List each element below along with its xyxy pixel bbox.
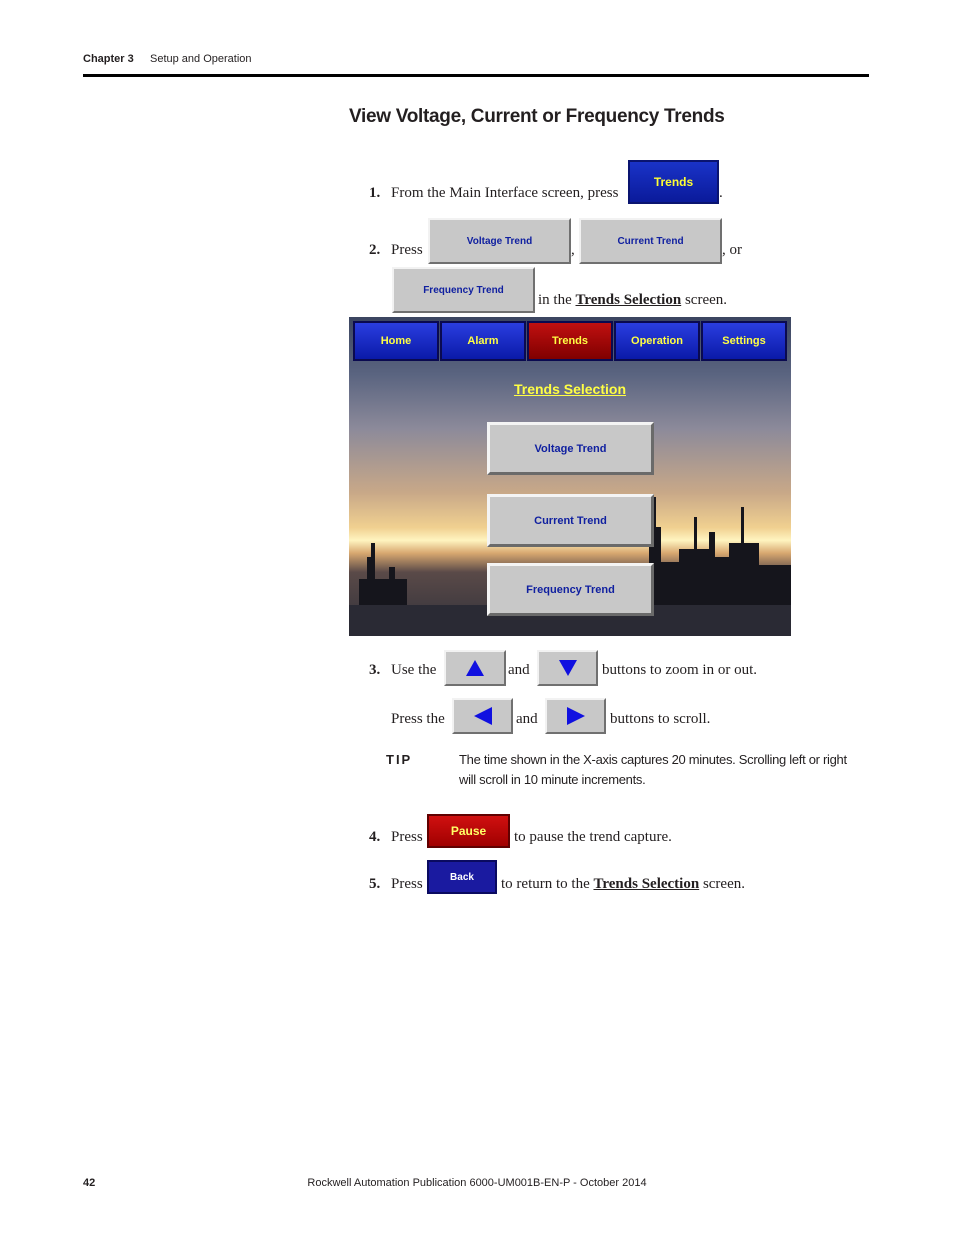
step-1-text: From the Main Interface screen, press <box>391 185 619 201</box>
step-5-text: to return to the <box>501 876 590 892</box>
trends-selection-link-2: Trends Selection <box>593 876 700 892</box>
scroll-left-arrow-icon <box>452 698 513 734</box>
page-title: View Voltage, Current or Frequency Trends <box>349 106 725 127</box>
nav-settings: Settings <box>701 321 787 361</box>
screenshot-frequency-trend-button: Frequency Trend <box>487 563 654 616</box>
chapter-label: Chapter 3 <box>83 53 134 65</box>
step-3-zoom-text: buttons to zoom in or out. <box>602 662 757 678</box>
trends-selection-screenshot <box>349 317 791 636</box>
step-5-tail <box>501 876 745 893</box>
nav-alarm: Alarm <box>440 321 526 361</box>
tip-text: The time shown in the X-axis captures 20 minutes. Scrolling left or right will scroll in 10 minute increments. <box>459 752 847 787</box>
voltage-trend-button-image: Voltage Trend <box>428 218 571 264</box>
step-3-and-2: and <box>516 711 538 727</box>
step-4-number: 4. <box>369 829 381 845</box>
publication-info: Rockwell Automation Publication 6000-UM001B-EN-P - October 2014 <box>307 1177 647 1189</box>
step-3-scroll-text: buttons to scroll. <box>610 711 711 727</box>
screenshot-current-trend-button: Current Trend <box>487 494 654 547</box>
pause-button-image: Pause <box>427 814 510 848</box>
step-2-number: 2. <box>369 242 381 258</box>
step-1-number: 1. <box>369 185 381 201</box>
step-2-or: , or <box>722 242 742 258</box>
screenshot-title: Trends Selection <box>513 381 627 397</box>
step-4-text: to pause the trend capture. <box>514 829 672 845</box>
section-label: Setup and Operation <box>150 53 252 65</box>
zoom-out-arrow-down-icon <box>537 650 598 686</box>
trends-selection-link: Trends Selection <box>575 292 682 308</box>
arrow-left-icon <box>473 706 493 726</box>
screenshot-voltage-trend-button: Voltage Trend <box>487 422 654 475</box>
step-3-number: 3. <box>369 662 381 678</box>
step-2-tail <box>538 292 727 309</box>
page-number: 42 <box>83 1177 96 1189</box>
step-5-screen: screen. <box>702 876 745 892</box>
frequency-trend-button-image: Frequency Trend <box>392 267 535 313</box>
nav-operation: Operation <box>614 321 700 361</box>
current-trend-button-image: Current Trend <box>579 218 722 264</box>
arrow-down-icon <box>558 659 578 677</box>
step-4-press: Press <box>391 829 423 845</box>
step-2-screen: screen. <box>684 292 728 308</box>
step-2-comma: , <box>571 242 575 258</box>
step-2-in-the: in the <box>538 292 572 308</box>
arrow-up-icon <box>465 659 485 677</box>
step-1-period: . <box>719 185 723 201</box>
step-2-press: Press <box>391 242 423 258</box>
nav-home: Home <box>353 321 439 361</box>
step-5-number: 5. <box>369 876 381 892</box>
step-3-use-the: Use the <box>391 662 437 678</box>
step-3-press-the: Press the <box>391 711 445 727</box>
tip-label: TIP <box>386 752 413 767</box>
arrow-right-icon <box>566 706 586 726</box>
back-button-image: Back <box>427 860 497 894</box>
nav-trends: Trends <box>527 321 613 361</box>
header-rule <box>83 74 869 77</box>
zoom-in-arrow-up-icon <box>444 650 506 686</box>
scroll-right-arrow-icon <box>545 698 606 734</box>
step-5-press: Press <box>391 876 423 892</box>
trends-button-image: Trends <box>628 160 719 204</box>
step-3-and: and <box>508 662 530 678</box>
